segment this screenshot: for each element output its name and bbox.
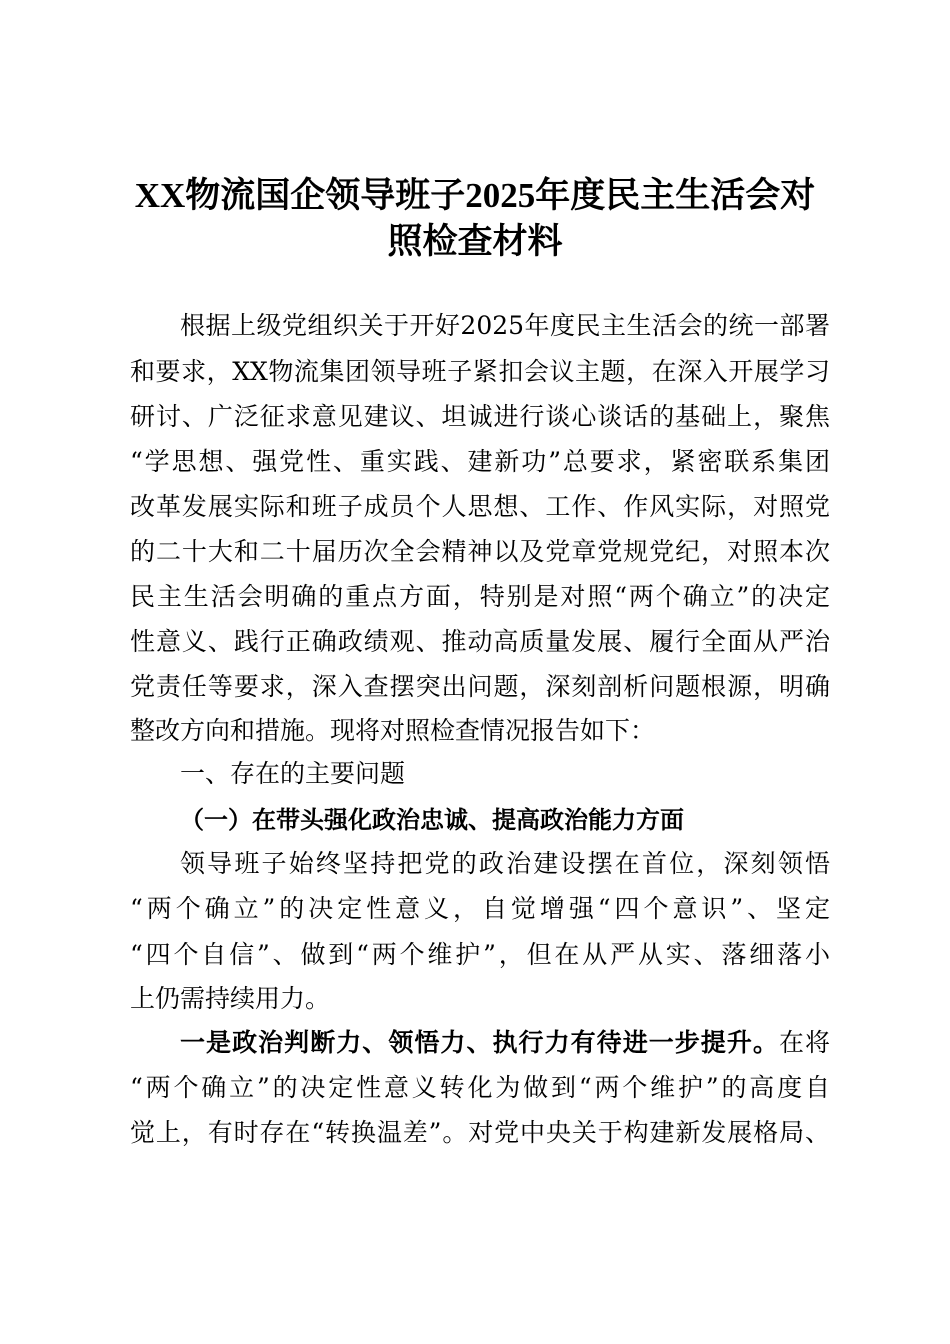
text-line: 上仍需持续用力。 [130, 984, 331, 1013]
text-span: 在将 [778, 1028, 830, 1057]
bold-lead: 一是政治判断力、领悟力、执行力有待进一步提升。 [180, 1028, 779, 1057]
text-line: 和要求，XX物流集团领导班子紧扣会议主题，在深入开展学习 [130, 357, 830, 386]
section-heading: 一、存在的主要问题 [180, 759, 406, 788]
text-line: 性意义、践行正确政绩观、推动高质量发展、履行全面从严治 [130, 627, 830, 656]
text-line [180, 1027, 830, 1059]
text-line: 研讨、广泛征求意见建议、坦诚进行谈心谈话的基础上，聚焦 [130, 402, 830, 431]
text-line: “两个确立”的决定性意义，自觉增强“四个意识”、坚定 [130, 894, 831, 923]
text-line: “两个确立”的决定性意义转化为做到“两个维护”的高度自 [130, 1073, 830, 1102]
text-line: 根据上级党组织关于开好2025年度民主生活会的统一部署 [180, 311, 830, 340]
text-line: 的二十大和二十届历次全会精神以及党章党规党纪，对照本次 [130, 537, 830, 566]
text-line: “学思想、强党性、重实践、建新功”总要求，紧密联系集团 [130, 447, 830, 476]
title-line-2: 照检查材料 [387, 222, 563, 261]
text-line: 整改方向和措施。现将对照检查情况报告如下： [130, 716, 656, 745]
text-line: 领导班子始终坚持把党的政治建设摆在首位，深刻领悟 [180, 849, 830, 878]
text-line: 民主生活会明确的重点方面，特别是对照“两个确立”的决定 [130, 582, 830, 611]
text-line: 党责任等要求，深入查摆突出问题，深刻剖析问题根源，明确 [130, 672, 830, 701]
title-line-1: XX物流国企领导班子2025年度民主生活会对 [134, 176, 816, 215]
text-line: “四个自信”、做到“两个维护”，但在从严从实、落细落小 [130, 940, 830, 969]
text-line: 觉上，有时存在“转换温差”。对党中央关于构建新发展格局、 [130, 1118, 830, 1147]
text-line: 改革发展实际和班子成员个人思想、工作、作风实际，对照党 [130, 492, 830, 521]
subsection-heading: （一）在带头强化政治忠诚、提高政治能力方面 [180, 806, 684, 834]
